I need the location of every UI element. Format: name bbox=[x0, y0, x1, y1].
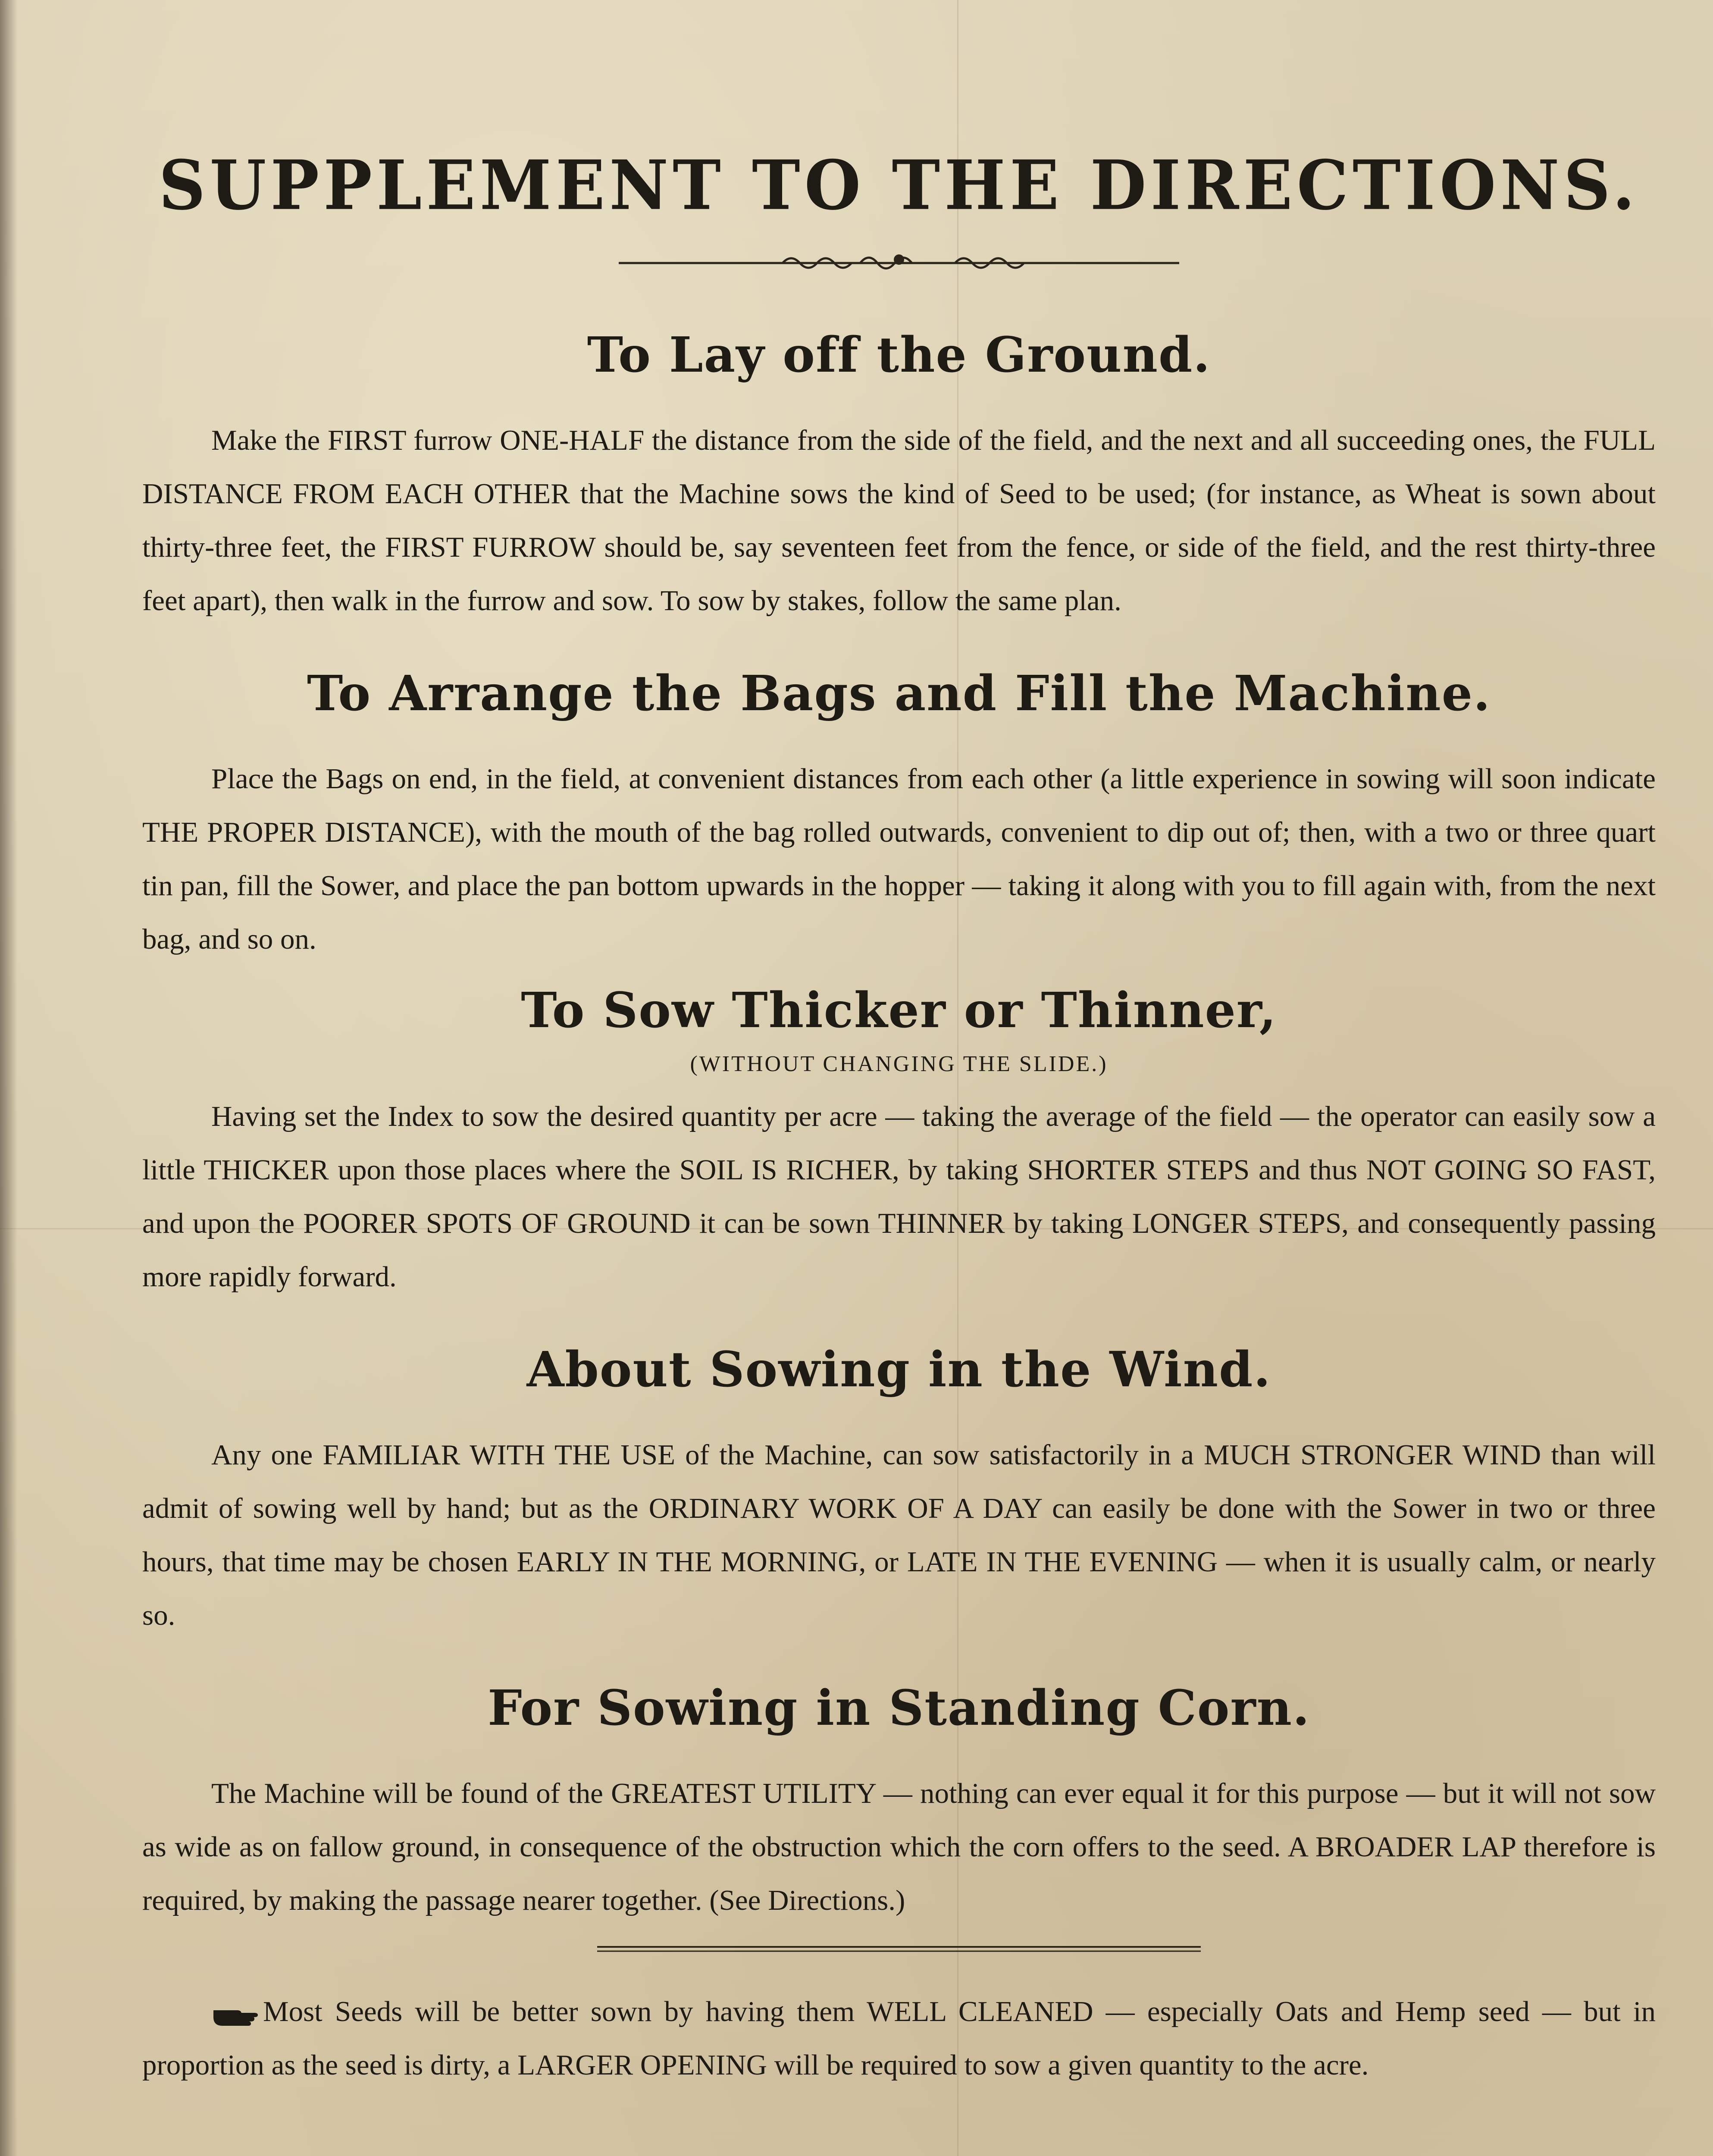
section-body-arrange-bags: Place the Bags on end, in the field, at convenient distances from each other (a little experience in sowing will soon indicate THE PROPER DISTANCE), with the mouth of the bag rolled outwards, convenient to dip out of; then, with a two or three quart tin pan, fill the Sower, and place the pan bottom upwards in the hopper — taking it along with you to fill again with, from the next bag, and so on. bbox=[142, 762, 1656, 955]
section-subheading-without-changing-slide: (WITHOUT CHANGING THE SLIDE.) bbox=[690, 1052, 1108, 1077]
section-heading-sow-thicker-thinner: To Sow Thicker or Thinner, bbox=[521, 982, 1277, 1039]
section-heading-sowing-in-wind: About Sowing in the Wind. bbox=[526, 1341, 1271, 1398]
title-ornament-icon bbox=[619, 250, 1179, 276]
section-divider bbox=[597, 1944, 1201, 1955]
section-body-standing-corn: The Machine will be found of the GREATEST UTILITY — nothing can ever equal it for this purpose — but it will not sow as wide as on fallow ground, in consequence of the obstruction which the corn offers to the seed. A BROADER LAP therefore is required, by making the passage nearer together. (See Directions.) bbox=[142, 1777, 1656, 1916]
section-body-sowing-in-wind: Any one FAMILIAR WITH THE USE of the Machine, can sow satisfactorily in a MUCH STRONGER WIND than will admit of sowing well by hand; but as the ORDINARY WORK OF A DAY can easily be done with the Sower in two or three hours, that time may be chosen EARLY IN THE MORNING, or LATE IN THE EVENING — when it is usually calm, or nearly so. bbox=[142, 1439, 1656, 1632]
section-body-sow-thicker-thinner: Having set the Index to sow the desired quantity per acre — taking the average of the field — the operator can easily sow a little THICKER upon those places where the SOIL IS RICHER, by taking SHORTER STEPS and thus NOT GOING SO FAST, and upon the POORER SPOTS OF GROUND it can be sown THINNER by taking LONGER STEPS, and consequently passing more rapidly forward. bbox=[142, 1100, 1656, 1293]
document-content bbox=[142, 147, 1656, 2092]
section-body-lay-off-ground: Make the FIRST furrow ONE-HALF the distance from the side of the field, and the next and all succeeding ones, the FULL DISTANCE FROM EACH OTHER that the Machine sows the kind of Seed to be used; (for instance, as Wheat is sown about thirty-three feet, the FIRST FURROW should be, say seventeen feet from the fence, or side of the field, and the rest thirty-three feet apart), then walk in the furrow and sow. To sow by stakes, follow the same plan. bbox=[142, 424, 1656, 617]
section-heading-lay-off-ground: To Lay off the Ground. bbox=[587, 327, 1211, 383]
page-edge-shadow bbox=[0, 0, 17, 2156]
section-heading-standing-corn: For Sowing in Standing Corn. bbox=[488, 1680, 1310, 1737]
page-title: SUPPLEMENT TO THE DIRECTIONS. bbox=[159, 145, 1639, 226]
pointing-hand-icon bbox=[211, 2002, 259, 2028]
footnote-text: Most Seeds will be better sown by having them WELL CLEANED — especially Oats and Hemp seed — but in proportion as the seed is dirty, a LARGER OPENING will be required to sow a given quantity to the acre. bbox=[142, 1995, 1656, 2081]
section-heading-arrange-bags: To Arrange the Bags and Fill the Machine. bbox=[307, 665, 1491, 722]
footnote bbox=[142, 1985, 1656, 2092]
